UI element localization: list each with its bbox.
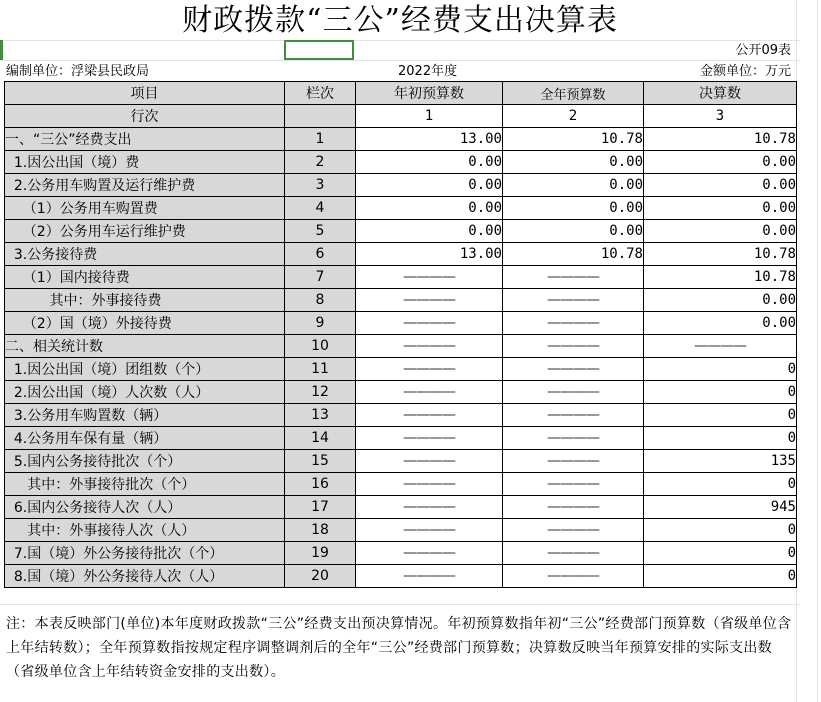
row-budget-full[interactable]: 0.00	[503, 174, 644, 197]
row-final[interactable]: ————	[644, 335, 797, 358]
header-col-number[interactable]: 栏次	[285, 82, 356, 105]
index-c2[interactable]: 2	[503, 105, 644, 128]
row-budget-start[interactable]: ————	[356, 404, 503, 427]
row-final[interactable]: 0	[644, 427, 797, 450]
row-item-label[interactable]: 其中：外事接待费	[5, 289, 285, 312]
row-budget-start[interactable]: 0.00	[356, 174, 503, 197]
row-final[interactable]: 10.78	[644, 243, 797, 266]
row-budget-full[interactable]: 0.00	[503, 151, 644, 174]
row-col-number[interactable]: 13	[285, 404, 356, 427]
sheet-gridline	[817, 0, 818, 702]
row-budget-start[interactable]: 0.00	[356, 197, 503, 220]
row-final[interactable]: 0	[644, 565, 797, 588]
row-col-number[interactable]: 3	[285, 174, 356, 197]
index-blank[interactable]	[285, 105, 356, 128]
row-col-number[interactable]: 20	[285, 565, 356, 588]
row-budget-full[interactable]: ————	[503, 312, 644, 335]
index-label[interactable]: 行次	[5, 105, 285, 128]
report-title: 财政拨款“三公”经费支出决算表	[182, 3, 618, 38]
expense-table	[4, 81, 797, 588]
index-row	[5, 105, 797, 128]
row-budget-full[interactable]: ————	[503, 381, 644, 404]
row-final[interactable]: 0	[644, 404, 797, 427]
row-col-number[interactable]: 4	[285, 197, 356, 220]
row-budget-full[interactable]: ————	[503, 565, 644, 588]
row-col-number[interactable]: 15	[285, 450, 356, 473]
row-item-label[interactable]: （2）公务用车运行维护费	[5, 220, 285, 243]
unit-label: 编制单位：浮梁县民政局	[6, 64, 150, 79]
row-col-number[interactable]: 19	[285, 542, 356, 565]
row-item-label[interactable]: 3.公务接待费	[5, 243, 285, 266]
index-c3[interactable]: 3	[644, 105, 797, 128]
row-item-label[interactable]: （1）国内接待费	[5, 266, 285, 289]
row-col-number[interactable]: 16	[285, 473, 356, 496]
table-row	[5, 243, 797, 266]
row-budget-full[interactable]: 0.00	[503, 220, 644, 243]
row-item-label[interactable]: 2.因公出国（境）人次数（人）	[5, 381, 285, 404]
row-budget-full[interactable]: ————	[503, 266, 644, 289]
row-budget-start[interactable]: ————	[356, 289, 503, 312]
row-item-label[interactable]: 6.国内公务接待人次（人）	[5, 496, 285, 519]
header-row	[5, 82, 797, 105]
table-row	[5, 289, 797, 312]
row-col-number[interactable]: 18	[285, 519, 356, 542]
header-final[interactable]: 决算数	[644, 82, 797, 105]
table-row	[5, 519, 797, 542]
row-item-label[interactable]: 5.国内公务接待批次（个）	[5, 450, 285, 473]
header-budget-start[interactable]: 年初预算数	[356, 82, 503, 105]
row-final[interactable]: 135	[644, 450, 797, 473]
row-col-number[interactable]: 2	[285, 151, 356, 174]
row-item-label[interactable]: 二、相关统计数	[5, 335, 285, 358]
table-row	[5, 220, 797, 243]
table-row	[5, 174, 797, 197]
table-row	[5, 335, 797, 358]
row-col-number[interactable]: 1	[285, 128, 356, 151]
row-final[interactable]: 0.00	[644, 151, 797, 174]
table-row	[5, 266, 797, 289]
row-final[interactable]: 0.00	[644, 312, 797, 335]
table-row	[5, 565, 797, 588]
row-budget-start[interactable]: ————	[356, 473, 503, 496]
row-budget-start[interactable]: 0.00	[356, 220, 503, 243]
row-budget-full[interactable]: 10.78	[503, 243, 644, 266]
row-selection-marker	[0, 40, 3, 60]
row-col-number[interactable]: 10	[285, 335, 356, 358]
row-budget-full[interactable]: ————	[503, 542, 644, 565]
sheet-gridline	[0, 40, 800, 41]
row-final[interactable]: 0.00	[644, 220, 797, 243]
row-final[interactable]: 0.00	[644, 197, 797, 220]
row-item-label[interactable]: （2）国（境）外接待费	[5, 312, 285, 335]
row-final[interactable]: 0	[644, 519, 797, 542]
row-item-label[interactable]: 2.公务用车购置及运行维护费	[5, 174, 285, 197]
row-budget-full[interactable]: ————	[503, 473, 644, 496]
row-budget-start[interactable]: ————	[356, 427, 503, 450]
footnote: 注：本表反映部门(单位)本年度财政拨款“三公”经费支出预决算情况。年初预算数指年初“三公”经费部门预算数（省级单位含上年结转数）；全年预算数指按规定程序调整调剂后的全年“三公”经费部门预算数；决算数反映当年预算安排的实际支出数（省级单位含上年结转资金安排的支出数）。	[6, 616, 792, 680]
form-code: 公开09表	[735, 43, 791, 58]
row-col-number[interactable]: 6	[285, 243, 356, 266]
header-item[interactable]: 项目	[5, 82, 285, 105]
row-col-number[interactable]: 5	[285, 220, 356, 243]
amount-unit: 金额单位：万元	[699, 64, 791, 79]
row-item-label[interactable]: 8.国（境）外公务接待人次（人）	[5, 565, 285, 588]
table-row	[5, 381, 797, 404]
row-budget-full[interactable]: ————	[503, 427, 644, 450]
row-item-label[interactable]: 其中：外事接待人次（人）	[5, 519, 285, 542]
table-row	[5, 496, 797, 519]
sheet-gridline	[0, 604, 800, 605]
row-item-label[interactable]: 4.公务用车保有量（辆）	[5, 427, 285, 450]
row-budget-full[interactable]: ————	[503, 335, 644, 358]
row-budget-full[interactable]: ————	[503, 519, 644, 542]
row-budget-full[interactable]: ————	[503, 496, 644, 519]
row-final[interactable]: 0.00	[644, 174, 797, 197]
row-budget-full[interactable]: 10.78	[503, 128, 644, 151]
row-budget-start[interactable]: ————	[356, 358, 503, 381]
row-item-label[interactable]: 其中：外事接待批次（个）	[5, 473, 285, 496]
row-budget-start[interactable]: 0.00	[356, 151, 503, 174]
table-row	[5, 473, 797, 496]
row-final[interactable]: 0	[644, 381, 797, 404]
row-budget-full[interactable]: ————	[503, 450, 644, 473]
table-row	[5, 197, 797, 220]
row-item-label[interactable]: 一、“三公”经费支出	[5, 128, 285, 151]
row-budget-full[interactable]: ————	[503, 358, 644, 381]
row-budget-start[interactable]: ————	[356, 381, 503, 404]
row-budget-start[interactable]: ————	[356, 565, 503, 588]
table-row	[5, 450, 797, 473]
row-budget-full[interactable]: ————	[503, 404, 644, 427]
row-col-number[interactable]: 8	[285, 289, 356, 312]
header-budget-full[interactable]: 全年预算数	[503, 82, 644, 105]
row-final[interactable]: 0.00	[644, 289, 797, 312]
row-budget-start[interactable]: ————	[356, 542, 503, 565]
sheet-gridline	[0, 60, 800, 61]
table-row	[5, 128, 797, 151]
row-final[interactable]: 10.78	[644, 128, 797, 151]
row-col-number[interactable]: 9	[285, 312, 356, 335]
row-col-number[interactable]: 11	[285, 358, 356, 381]
row-budget-full[interactable]: 0.00	[503, 197, 644, 220]
table-row	[5, 151, 797, 174]
row-item-label[interactable]: 1.因公出国（境）团组数（个）	[5, 358, 285, 381]
row-budget-start[interactable]: ————	[356, 496, 503, 519]
row-final[interactable]: 0	[644, 358, 797, 381]
row-item-label[interactable]: 3.公务用车购置数（辆）	[5, 404, 285, 427]
row-budget-start[interactable]: 13.00	[356, 243, 503, 266]
table-row	[5, 427, 797, 450]
row-budget-start[interactable]: ————	[356, 335, 503, 358]
row-col-number[interactable]: 14	[285, 427, 356, 450]
row-col-number[interactable]: 17	[285, 496, 356, 519]
row-final[interactable]: 10.78	[644, 266, 797, 289]
row-item-label[interactable]: （1）公务用车购置费	[5, 197, 285, 220]
row-final[interactable]: 0	[644, 473, 797, 496]
row-item-label[interactable]: 1.因公出国（境）费	[5, 151, 285, 174]
row-item-label[interactable]: 7.国（境）外公务接待批次（个）	[5, 542, 285, 565]
table-row	[5, 358, 797, 381]
row-budget-start[interactable]: ————	[356, 312, 503, 335]
report-year: 2022年度	[398, 64, 458, 79]
selected-cell[interactable]	[284, 40, 354, 60]
row-col-number[interactable]: 7	[285, 266, 356, 289]
index-c1[interactable]: 1	[356, 105, 503, 128]
row-budget-start[interactable]: ————	[356, 450, 503, 473]
row-final[interactable]: 945	[644, 496, 797, 519]
row-budget-start[interactable]: ————	[356, 266, 503, 289]
row-budget-start[interactable]: 13.00	[356, 128, 503, 151]
table-row	[5, 542, 797, 565]
row-final[interactable]: 0	[644, 542, 797, 565]
row-budget-full[interactable]: ————	[503, 289, 644, 312]
table-row	[5, 404, 797, 427]
row-col-number[interactable]: 12	[285, 381, 356, 404]
row-budget-start[interactable]: ————	[356, 519, 503, 542]
table-row	[5, 312, 797, 335]
